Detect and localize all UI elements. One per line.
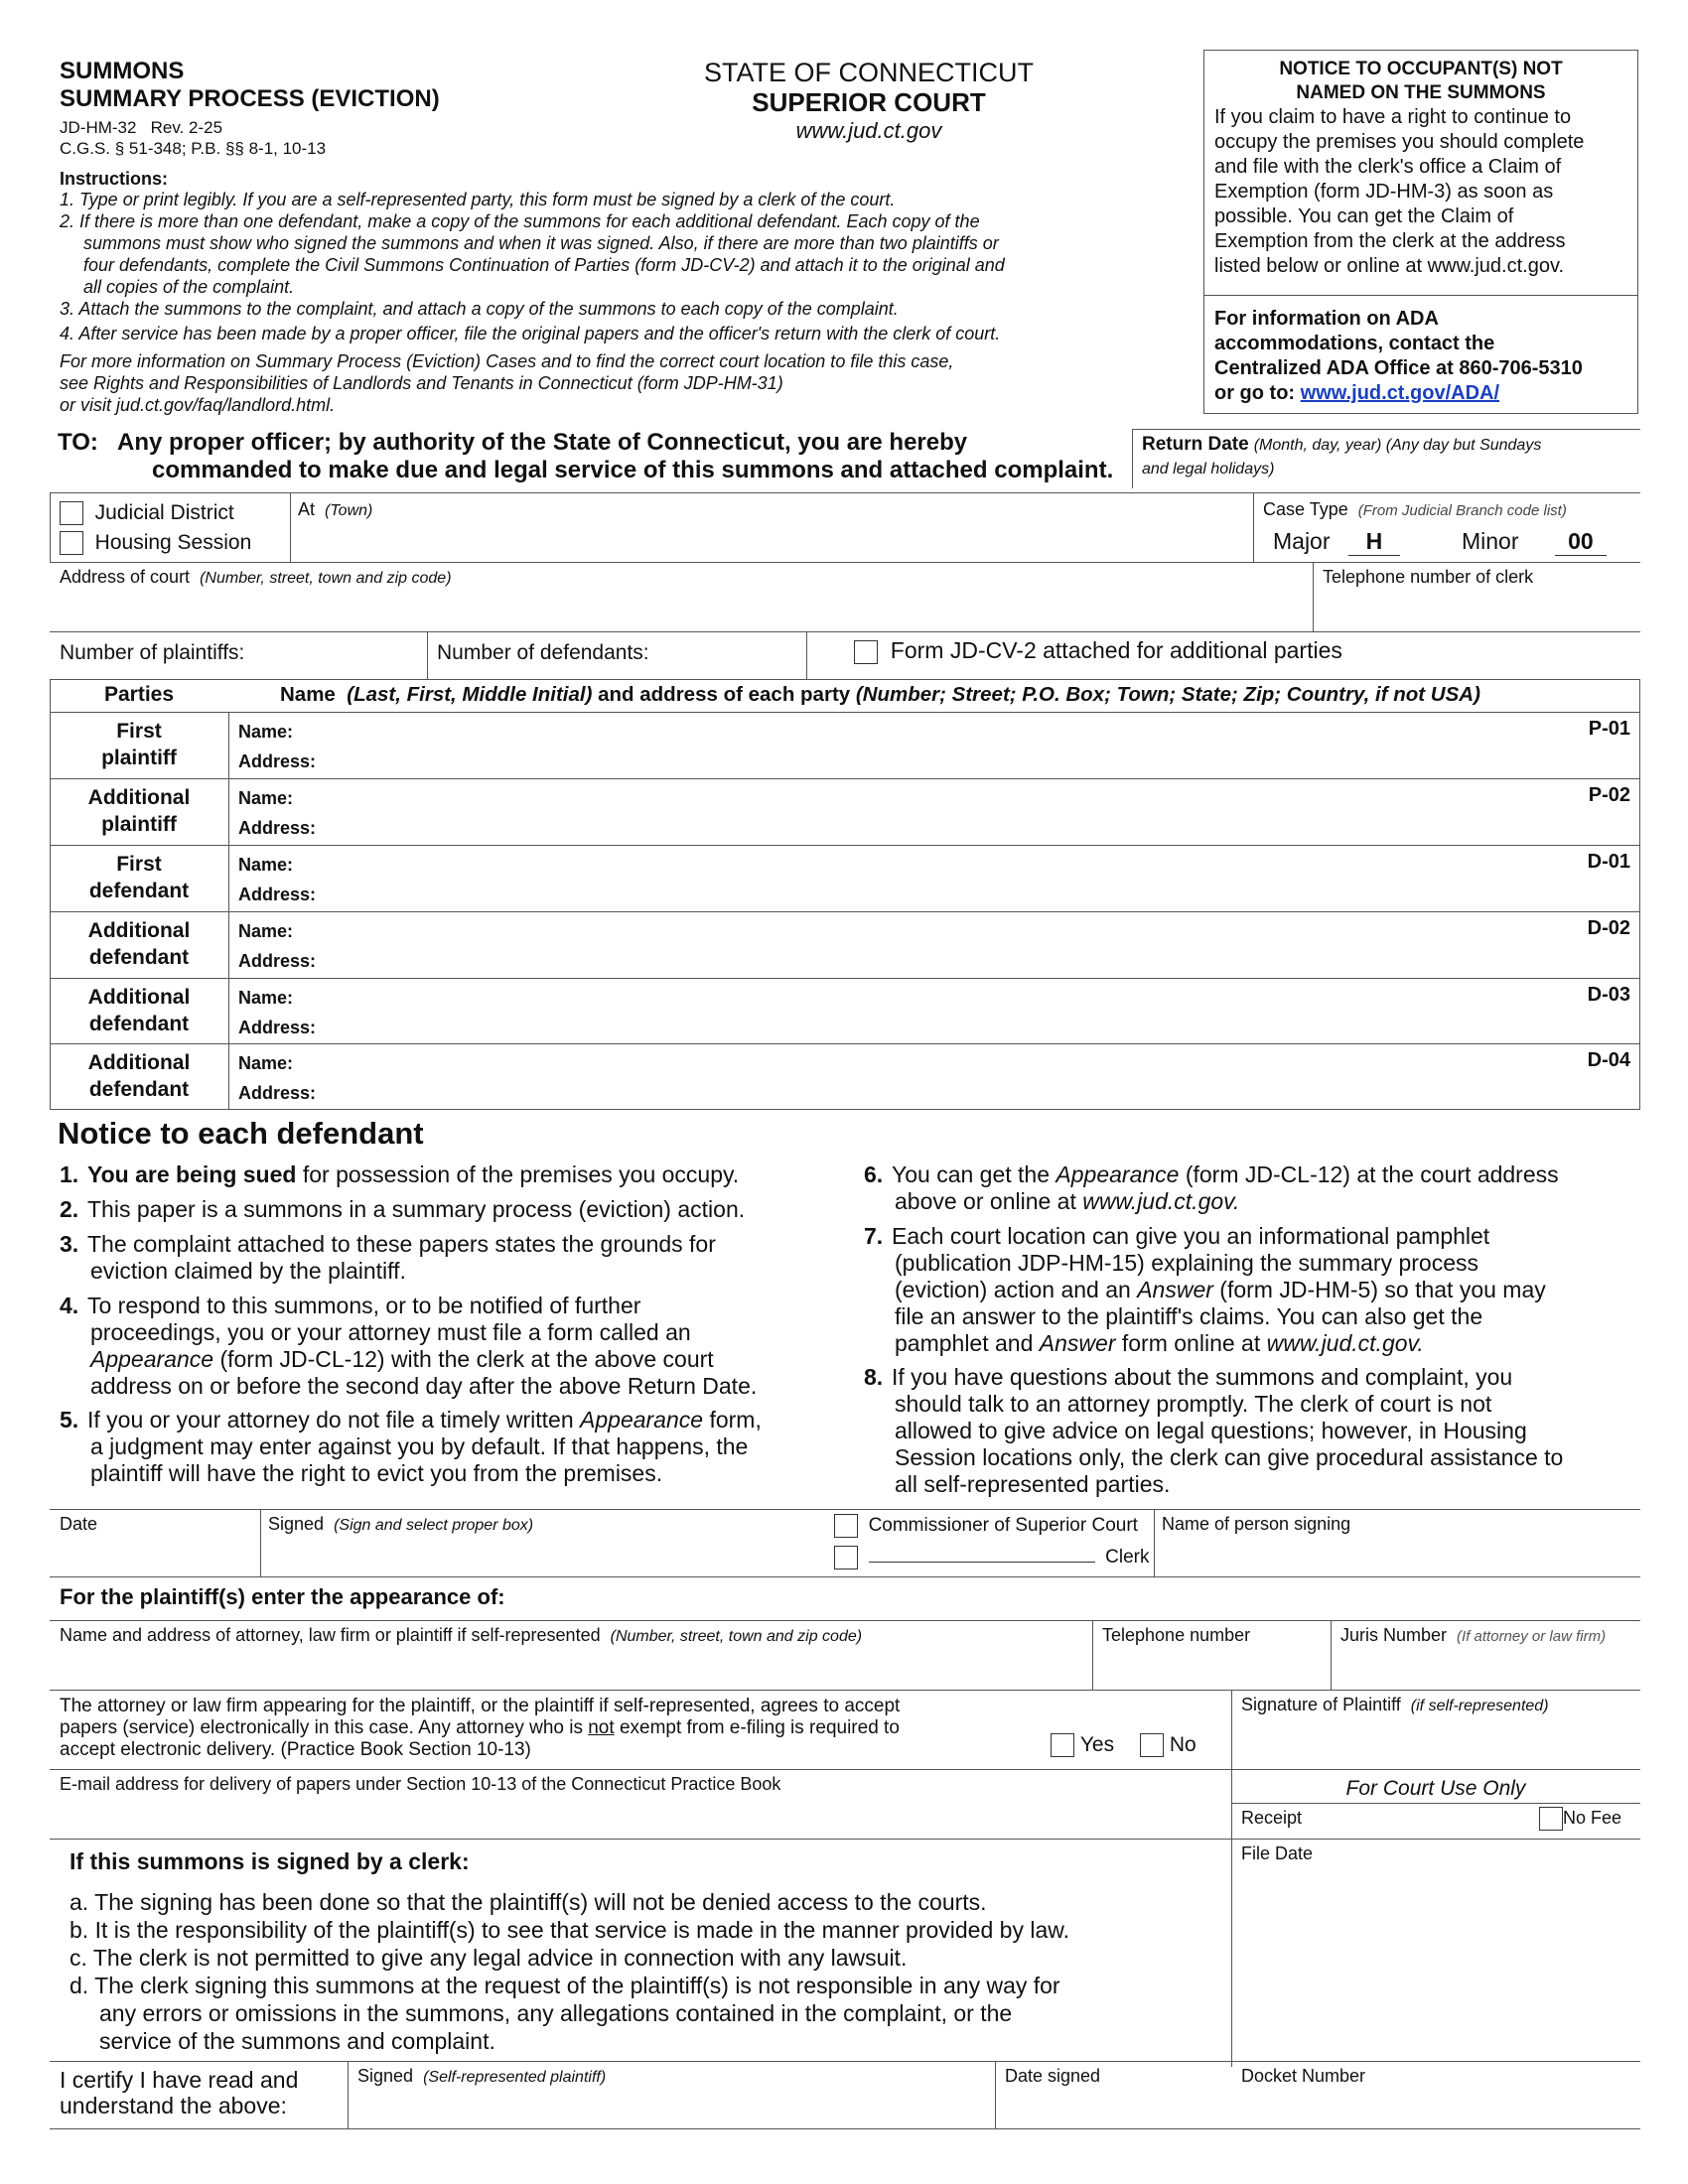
party-name-field[interactable]: Name: (238, 722, 294, 742)
party-row-first-plaintiff (50, 712, 1638, 778)
to-label: TO: (58, 429, 98, 456)
return-date-label: Return Date (1142, 434, 1249, 455)
clerk-item-c: c. The clerk is not permitted to give any legal advice in connection with any lawsuit. (70, 1945, 908, 1971)
at-hint: (Town) (325, 502, 373, 519)
efile-consent (60, 1696, 1072, 1761)
ada-line: For information on ADA (1214, 308, 1439, 330)
to-line-1: Any proper officer; by authority of the State of Connecticut, you are hereby (117, 429, 968, 456)
sig-plaintiff-label: Signature of Plaintiff (1241, 1695, 1401, 1714)
party-label-line1: First (116, 853, 162, 876)
notice-text: pamphlet and (895, 1330, 1034, 1356)
clerk-checkbox[interactable] (834, 1546, 858, 1570)
party-address-field[interactable]: Address: (238, 751, 317, 771)
notice-text: (form JD-HM-5) so that you may (1219, 1277, 1546, 1302)
to-text (117, 429, 1140, 484)
certify-line: understand the above: (60, 2093, 287, 2118)
party-label-line1: Additional (87, 919, 191, 942)
notice-item-6 (864, 1161, 1631, 1215)
plaintiff-signature-field[interactable] (1241, 1694, 1549, 1717)
efile-yes-checkbox[interactable] (1051, 1733, 1074, 1757)
party-name-field[interactable]: Name: (238, 1053, 294, 1073)
notice-text: form, (709, 1407, 762, 1433)
notice-text: (form JD-CL-12) with the clerk at the above court (219, 1346, 714, 1372)
form-id: JD-HM-32 (60, 118, 137, 137)
instruction-2-cont: summons must show who signed the summons and when it was signed. Also, if there are more than two plaintiffs or (83, 233, 999, 253)
court-name: SUPERIOR COURT (752, 87, 986, 117)
minor-value: 00 (1555, 528, 1607, 556)
instruction-4: 4. After service has been made by a proper officer, file the original papers and the officer's return with the clerk of court. (60, 324, 1001, 343)
efile-text: papers (service) electronically in this case. Any attorney who is (60, 1717, 583, 1738)
appearance-heading: For the plaintiff(s) enter the appearance of: (60, 1584, 505, 1609)
judicial-district-checkbox[interactable] (60, 501, 83, 525)
party-label (50, 718, 228, 771)
party-label-line1: Additional (87, 986, 191, 1009)
notice-item-7 (864, 1223, 1631, 1357)
instruction-2-cont: four defendants, complete the Civil Summons Continuation of Parties (form JD-CV-2) and attach it to the original and (83, 255, 1005, 275)
notice-text: You can get the (892, 1161, 1051, 1187)
notice-line: listed below or online at www.jud.ct.gov. (1214, 255, 1565, 277)
notice-text: proceedings, you or your attorney must file a form called an (90, 1319, 691, 1345)
case-type-hint: (From Judicial Branch code list) (1357, 502, 1567, 519)
party-label-line2: defendant (88, 1078, 190, 1101)
party-label-line2: defendant (88, 880, 190, 902)
party-label-line2: defendant (88, 946, 190, 969)
name-col-d: (Number; Street; P.O. Box; Town; State; Zip; Country, if not USA) (855, 683, 1480, 706)
occupant-notice-title: NOTICE TO OCCUPANT(S) NOT (1279, 59, 1563, 79)
form-meta (60, 117, 326, 159)
party-row-additional-defendant (50, 978, 1638, 1044)
clerk-item-d-cont: service of the summons and complaint. (99, 2028, 495, 2054)
clerk-phone-field[interactable]: Telephone number of clerk (1323, 567, 1534, 587)
party-name-field[interactable]: Name: (238, 988, 294, 1008)
website: www.jud.ct.gov (795, 118, 942, 143)
judicial-district-label: Judicial District (94, 501, 234, 524)
notice-text: To respond to this summons, or to be notified of further (87, 1293, 641, 1318)
notice-text: should talk to an attorney promptly. The clerk of court is not (895, 1391, 1492, 1417)
juris-hint: (If attorney or law firm) (1457, 1628, 1607, 1645)
court-header (675, 58, 1062, 145)
sig-plaintiff-hint: (if self-represented) (1410, 1698, 1549, 1714)
party-label (50, 851, 228, 904)
notice-text: (form JD-CL-12) at the court address (1185, 1161, 1559, 1187)
notice-text: Session locations only, the clerk can give procedural assistance to (895, 1444, 1564, 1470)
notice-item-5 (60, 1407, 842, 1487)
notice-text-italic: www.jud.ct.gov. (1082, 1188, 1240, 1214)
notice-text: (publication JDP-HM-15) explaining the summary process (895, 1250, 1479, 1276)
notice-num: 3. (60, 1231, 79, 1257)
party-code: P-02 (1588, 784, 1630, 806)
return-date-hint: (Month, day, year) (Any day but Sundays (1253, 437, 1542, 454)
ada-info (1214, 307, 1583, 406)
party-row-additional-defendant (50, 911, 1638, 978)
self-represented-signature-field[interactable] (357, 2065, 606, 2089)
party-label (50, 984, 228, 1037)
clerk-item-d: d. The clerk signing this summons at the request of the plaintiff(s) is not responsible in any way for (70, 1973, 1060, 1998)
ada-line: Centralized ADA Office at 860-706-5310 (1214, 357, 1583, 379)
court-use-only: For Court Use Only (1345, 1777, 1526, 1800)
instructions-heading: Instructions: (60, 169, 169, 189)
instruction-2-cont: all copies of the complaint. (83, 277, 295, 297)
notice-text-italic: www.jud.ct.gov. (1266, 1330, 1424, 1356)
notice-text: plaintiff will have the right to evict you from the premises. (90, 1460, 663, 1486)
minor-label: Minor (1462, 528, 1519, 554)
efile-no-option[interactable] (1140, 1733, 1196, 1757)
name-col-a: Name (280, 683, 336, 706)
number-of-defendants-field[interactable]: Number of defendants: (437, 641, 649, 664)
notice-text: The complaint attached to these papers states the grounds for (87, 1231, 716, 1257)
return-date-hint: and legal holidays) (1142, 461, 1275, 478)
date-field[interactable]: Date (60, 1514, 98, 1534)
notice-text: for possession of the premises you occupy. (302, 1161, 740, 1187)
party-code: P-01 (1588, 718, 1630, 740)
notice-text: (eviction) action and an (895, 1277, 1131, 1302)
efile-text: exempt from e-filing is required to (619, 1717, 900, 1738)
notice-text: above or online at (895, 1188, 1076, 1214)
commissioner-checkbox[interactable] (834, 1514, 858, 1538)
party-row-additional-defendant (50, 1043, 1638, 1110)
notice-line: occupy the premises you should complete (1214, 131, 1585, 153)
notice-text: Each court location can give you an informational pamphlet (892, 1223, 1490, 1249)
more-info: For more information on Summary Process (Eviction) Cases and to find the correct court location to file this case, (60, 351, 954, 371)
party-address-field[interactable]: Address: (238, 1083, 317, 1103)
at-label: At (298, 499, 316, 519)
notice-text-italic: Appearance (1055, 1161, 1180, 1187)
notice-num: 1. (60, 1161, 79, 1187)
party-row-first-defendant (50, 845, 1638, 911)
housing-session-label: Housing Session (94, 531, 252, 554)
notice-text: eviction claimed by the plaintiff. (90, 1258, 406, 1284)
no-fee-option[interactable] (1539, 1807, 1621, 1831)
party-address-field[interactable]: Address: (238, 885, 317, 904)
party-label (50, 1049, 228, 1103)
party-code: D-01 (1587, 851, 1630, 873)
court-type (60, 498, 251, 558)
to-line-2: commanded to make due and legal service of this summons and attached complaint. (152, 457, 1114, 483)
notice-text: allowed to give advice on legal questions; however, in Housing (895, 1418, 1527, 1443)
housing-session-option[interactable] (60, 528, 251, 558)
party-row-additional-plaintiff (50, 778, 1638, 845)
attorney-hint: (Number, street, town and zip code) (610, 1628, 863, 1645)
no-fee-label: No Fee (1563, 1807, 1622, 1828)
yes-label: Yes (1079, 1733, 1115, 1756)
ada-goto: or go to: (1214, 382, 1296, 404)
email-field[interactable]: E-mail address for delivery of papers under Section 10-13 of the Connecticut Practice Book (60, 1774, 781, 1794)
party-name-field[interactable]: Name: (238, 788, 294, 808)
party-label-line1: Additional (87, 786, 191, 809)
number-of-plaintiffs-field[interactable]: Number of plaintiffs: (60, 641, 245, 664)
occupant-notice-title: NAMED ON THE SUMMONS (1296, 82, 1546, 103)
certify-text (60, 2067, 298, 2118)
party-label (50, 917, 228, 971)
docket-number-field: Docket Number (1241, 2066, 1366, 2086)
return-date-field[interactable] (1142, 433, 1638, 480)
jdcv2-label: Form JD-CV-2 attached for additional parties (890, 637, 1342, 663)
notice-line: Exemption (form JD-HM-3) as soon as (1214, 181, 1554, 203)
notice-text: file an answer to the plaintiff's claims. You can also get the (895, 1303, 1483, 1329)
efile-text-underline: not (588, 1717, 615, 1738)
party-address-field[interactable]: Address: (238, 951, 317, 971)
notice-num: 4. (60, 1293, 79, 1318)
occupant-notice-box (1203, 50, 1638, 414)
signed-label: Signed (268, 1514, 325, 1534)
judicial-district-option[interactable] (60, 498, 251, 528)
case-type-minor (1462, 528, 1607, 556)
efile-no-checkbox[interactable] (1140, 1733, 1164, 1757)
file-date-field: File Date (1241, 1843, 1314, 1863)
parties-col-header: Parties (103, 683, 175, 706)
certify-line: I certify I have read and (60, 2067, 299, 2093)
notice-text: This paper is a summons in a summary process (eviction) action. (87, 1196, 746, 1222)
instruction-3: 3. Attach the summons to the complaint, and attach a copy of the summons to each copy of the complaint. (60, 299, 899, 319)
notice-line: and file with the clerk's office a Claim of (1214, 156, 1562, 178)
clerk-item-b: b. It is the responsibility of the plaintiff(s) to see that service is made in the manner provided by law. (70, 1917, 1069, 1943)
no-fee-checkbox[interactable] (1539, 1807, 1563, 1831)
party-code: D-03 (1587, 984, 1630, 1006)
notice-num: 5. (60, 1407, 79, 1433)
efile-text: accept electronic delivery. (Practice Book Section 10-13) (60, 1739, 531, 1760)
statute: C.G.S. § 51-348; P.B. §§ 8-1, 10-13 (60, 139, 327, 158)
major-label: Major (1273, 528, 1331, 554)
housing-session-checkbox[interactable] (60, 531, 83, 555)
notice-item-8 (864, 1364, 1631, 1498)
party-name-field[interactable]: Name: (238, 855, 294, 875)
notice-text-italic: Answer (1039, 1330, 1116, 1356)
party-label-line2: defendant (88, 1013, 190, 1035)
notice-item-2 (60, 1196, 842, 1223)
instruction-1: 1. Type or print legibly. If you are a self-represented party, this form must be signed by a clerk of the court. (60, 190, 896, 209)
party-label-line1: Additional (87, 1051, 191, 1074)
court-address-hint: (Number, street, town and zip code) (200, 570, 452, 587)
notice-num: 7. (864, 1223, 884, 1249)
notice-line: If you claim to have a right to continue to (1214, 106, 1572, 128)
party-code: D-04 (1587, 1049, 1630, 1071)
case-type-text: Case Type (1263, 499, 1348, 519)
major-value: H (1348, 528, 1400, 556)
notice-text-bold: You are being sued (87, 1161, 297, 1187)
name-of-person-signing-field[interactable]: Name of person signing (1162, 1514, 1351, 1534)
certify-signed-label: Signed (357, 2066, 414, 2086)
notice-text-italic: Appearance (90, 1346, 214, 1372)
jdcv2-option[interactable] (854, 637, 1342, 664)
attorney-name-address-field[interactable] (60, 1624, 862, 1648)
instructions (60, 169, 1172, 416)
notice-text: If you have questions about the summons and complaint, you (892, 1364, 1513, 1390)
notice-line: possible. You can get the Claim of (1214, 205, 1514, 227)
more-info: see Rights and Responsibilities of Landlords and Tenants in Connecticut (form JDP-HM-31) (60, 373, 783, 393)
party-label (50, 784, 228, 838)
efile-text: The attorney or law firm appearing for the plaintiff, or the plaintiff if self-represented, agrees to accept (60, 1696, 901, 1716)
instruction-2: 2. If there is more than one defendant, make a copy of the summons for each additional defendant. Each copy of the (60, 211, 980, 231)
signed-hint: (Sign and select proper box) (334, 1517, 534, 1534)
notice-num: 2. (60, 1196, 79, 1222)
clerk-section-heading: If this summons is signed by a clerk: (70, 1848, 470, 1874)
form-rev: Rev. 2-25 (150, 118, 223, 137)
ada-line: accommodations, contact the (1214, 333, 1495, 354)
state-name: STATE OF CONNECTICUT (704, 58, 1034, 87)
name-col-c: and address of each party (598, 683, 851, 706)
party-name-field[interactable]: Name: (238, 921, 294, 941)
name-col-header (280, 683, 1480, 707)
notice-item-4 (60, 1293, 842, 1400)
title-summary-process: SUMMARY PROCESS (EVICTION) (60, 85, 440, 112)
court-address-field[interactable] (60, 566, 452, 590)
signed-field[interactable] (268, 1513, 533, 1537)
party-label-line2: plaintiff (101, 747, 177, 769)
notice-text: address on or before the second day after the above Return Date. (90, 1373, 758, 1399)
ada-link[interactable]: www.jud.ct.gov/ADA/ (1300, 382, 1500, 404)
court-address-label: Address of court (60, 567, 191, 587)
attorney-label: Name and address of attorney, law firm or plaintiff if self-represented (60, 1625, 601, 1645)
attorney-phone-field[interactable]: Telephone number (1102, 1625, 1251, 1645)
notice-text: a judgment may enter against you by default. If that happens, the (90, 1433, 749, 1459)
clerk-option[interactable] (834, 1545, 1149, 1570)
occupant-notice-text (1204, 105, 1637, 279)
case-type-label (1263, 498, 1567, 522)
party-code: D-02 (1587, 917, 1630, 939)
jdcv2-checkbox[interactable] (854, 640, 878, 664)
date-signed-field[interactable]: Date signed (1005, 2066, 1101, 2086)
notice-text-italic: Appearance (580, 1407, 704, 1433)
certify-signed-hint: (Self-represented plaintiff) (423, 2069, 607, 2086)
notice-item-1 (60, 1161, 842, 1188)
notice-text-italic: Answer (1137, 1277, 1213, 1302)
party-address-field[interactable]: Address: (238, 1018, 317, 1037)
notice-line: Exemption from the clerk at the address (1214, 230, 1566, 252)
case-type-major (1273, 528, 1400, 556)
form-title (60, 58, 440, 113)
clerk-label: Clerk (1105, 1547, 1150, 1568)
no-label: No (1169, 1733, 1196, 1756)
party-address-field[interactable]: Address: (238, 818, 317, 838)
notice-text: form online at (1121, 1330, 1261, 1356)
party-label-line2: plaintiff (101, 813, 177, 836)
juris-label: Juris Number (1340, 1625, 1448, 1645)
party-label-line1: First (116, 720, 162, 743)
juris-number-field[interactable] (1340, 1624, 1606, 1648)
notice-text: If you or your attorney do not file a timely written (87, 1407, 574, 1433)
clerk-item-a: a. The signing has been done so that the plaintiff(s) will not be denied access to the courts. (70, 1889, 987, 1915)
commissioner-label: Commissioner of Superior Court (868, 1515, 1138, 1537)
notice-item-3 (60, 1231, 842, 1285)
notice-heading: Notice to each defendant (58, 1116, 424, 1151)
clerk-item-d-cont: any errors or omissions in the summons, any allegations contained in the complaint, or the (99, 2000, 1013, 2026)
town-field[interactable] (298, 498, 372, 522)
notice-num: 6. (864, 1161, 884, 1187)
notice-num: 8. (864, 1364, 884, 1390)
notice-text: all self-represented parties. (895, 1471, 1171, 1497)
receipt-field: Receipt (1241, 1808, 1303, 1828)
name-col-b: (Last, First, Middle Initial) (347, 683, 593, 706)
more-info: or visit jud.ct.gov/faq/landlord.html. (60, 395, 336, 415)
title-summons: SUMMONS (60, 58, 185, 84)
efile-yes-option[interactable] (1051, 1733, 1114, 1757)
commissioner-option[interactable] (834, 1514, 1138, 1538)
